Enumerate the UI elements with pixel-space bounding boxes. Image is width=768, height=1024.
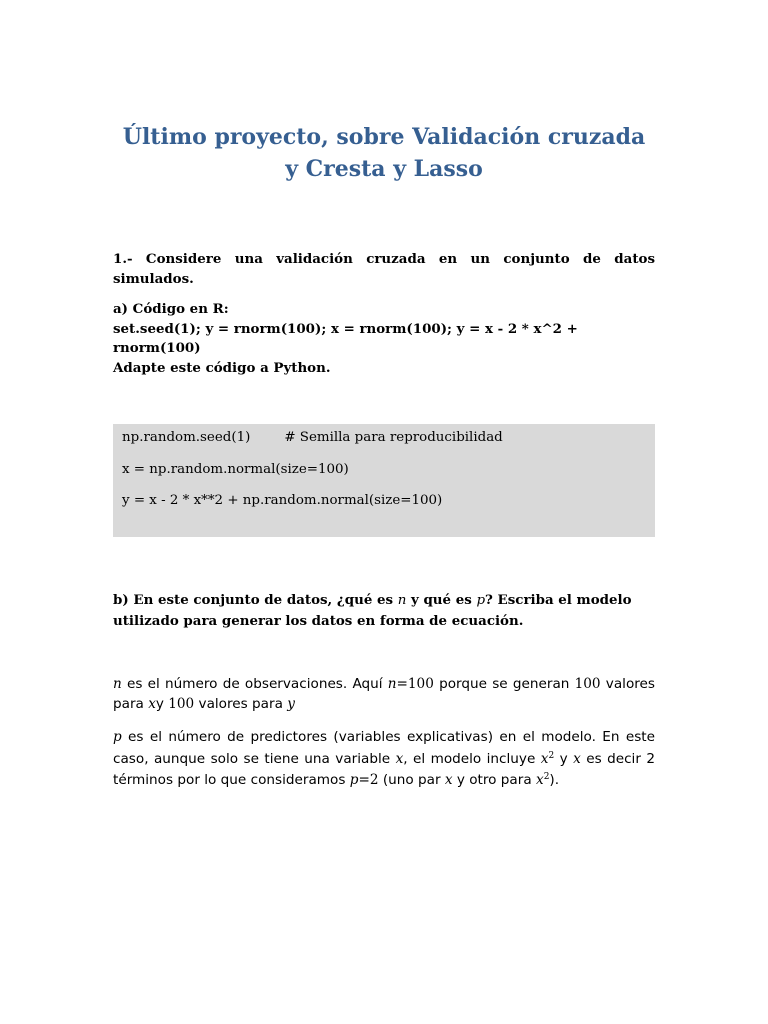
document-title	[113, 121, 655, 185]
code-line-1-statement: np.random.seed(1)	[122, 430, 251, 445]
var-p: p	[476, 593, 486, 608]
question-1: 1.- Considere una validación cruzada en un conjunto de datos simulados.	[113, 251, 655, 287]
ans2-text-6: y otro para	[452, 772, 537, 788]
answer-n	[113, 674, 655, 714]
ans2-text-5: (uno par	[378, 772, 445, 788]
question-b-part-3: ? Escriba el modelo utilizado para generar los datos en forma de ecuación.	[113, 592, 632, 629]
code-line-3: y = x - 2 * x**2 + np.random.normal(size=100)	[122, 493, 443, 508]
ans1-num: 100	[574, 676, 601, 692]
ans1-text-5: valores para	[194, 696, 288, 712]
code-line-1-comment: # Semilla para reproducibilidad	[284, 430, 503, 445]
ans1-var-x: x	[148, 696, 156, 712]
ans1-text-1: es el número de observaciones. Aquí	[121, 676, 388, 692]
ans2-var-x3: x	[573, 750, 581, 767]
ans1-text-2: porque se generan	[433, 676, 575, 692]
ans2-text-2: , el modelo incluye	[403, 750, 541, 767]
ans1-var-n2: n	[387, 676, 397, 692]
var-n: n	[397, 593, 407, 608]
ans2-text-7: ).	[549, 772, 560, 788]
ans2-sup-1: 2	[548, 750, 555, 761]
ans1-var-n: n	[113, 676, 122, 692]
ans2-var-x4: x	[444, 772, 453, 788]
ans2-var-p: p	[113, 729, 122, 745]
question-a-heading: a) Código en R:	[113, 301, 229, 317]
ans2-text-4: es decir 2 términos por lo que consideramos	[113, 750, 656, 788]
python-code-block	[113, 424, 655, 537]
ans2-var-x2: x	[540, 750, 549, 767]
ans2-sup-2: 2	[543, 772, 550, 782]
ans2-text-3: y	[554, 750, 574, 767]
ans2-text-1: es el número de predictores (variables explicativas) en el modelo. En este caso, aunque solo se tiene una variable	[113, 729, 655, 767]
question-b-part-1: b) En este conjunto de datos, ¿qué es	[113, 592, 398, 608]
ans1-text-3: valores para	[113, 676, 656, 712]
question-b	[113, 590, 655, 631]
question-a	[113, 300, 655, 378]
ans1-eq: =100	[396, 676, 434, 692]
ans2-var-x: x	[395, 750, 404, 767]
code-line-2: x = np.random.normal(size=100)	[122, 461, 349, 477]
question-b-part-2: y qué es	[406, 592, 477, 608]
question-a-instruction: Adapte este código a Python.	[113, 359, 331, 376]
ans2-var-p2: p	[349, 772, 359, 788]
r-code-text: set.seed(1); y = rnorm(100); x = rnorm(100); y = x - 2 * x^2 + rnorm(100)	[113, 320, 578, 356]
ans2-eq: =2	[358, 772, 379, 788]
ans1-num2: 100	[168, 696, 195, 712]
ans2-var-x5: x	[536, 772, 544, 788]
ans1-text-4: y	[155, 696, 169, 712]
ans1-var-y: y	[287, 696, 295, 712]
title-line-2: y Cresta y Lasso	[285, 156, 483, 182]
title-line-1: Último proyecto, sobre Validación cruzada	[122, 124, 646, 150]
answer-p	[113, 727, 655, 792]
code-line-1	[122, 428, 646, 448]
